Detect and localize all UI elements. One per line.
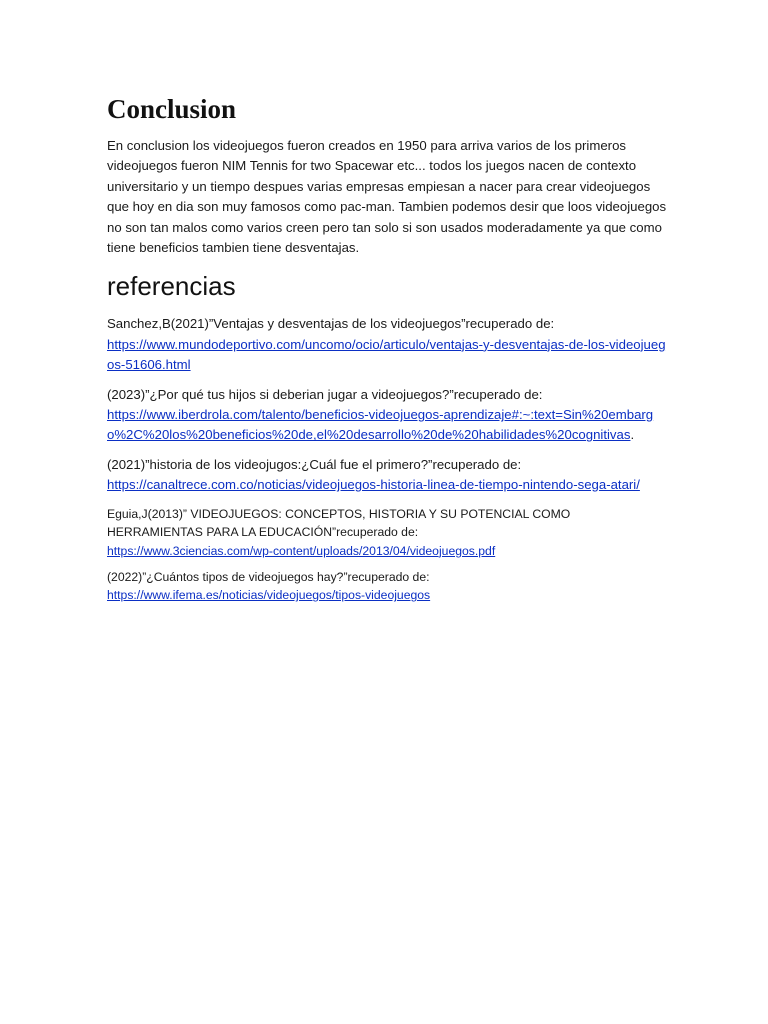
- document-page: [107, 92, 667, 613]
- reference-item-3: [107, 455, 667, 496]
- reference-trailing-period: .: [630, 427, 635, 443]
- reference-item-1: [107, 314, 667, 375]
- reference-text: Eguia,J(2013)” VIDEOJUEGOS: CONCEPTOS, HISTORIA Y SU POTENCIAL COMO HERRAMIENTAS PARA LA EDUCACIÓN”recuperado de:: [107, 506, 571, 540]
- reference-text: Sanchez,B(2021)”Ventajas y desventajas de los videojuegos”recuperado de:: [107, 316, 555, 332]
- reference-text: (2023)”¿Por qué tus hijos si deberian jugar a videojuegos?”recuperado de:: [107, 386, 543, 402]
- reference-link[interactable]: https://www.3ciencias.com/wp-content/uploads/2013/04/videojuegos.pdf: [107, 543, 496, 558]
- reference-text: (2021)”historia de los videojugos:¿Cuál fue el primero?”recuperado de:: [107, 456, 522, 472]
- referencias-heading: referencias: [107, 271, 236, 302]
- reference-item-5: [107, 568, 667, 605]
- reference-link[interactable]: https://www.iberdrola.com/talento/beneficios-videojuegos-aprendizaje#:~:text=Sin%20embargo%2C%20los%20beneficios%20de,el%20desarrollo%20de%20habilidades%20cognitivas: [107, 407, 654, 443]
- reference-item-4: [107, 505, 667, 560]
- reference-link[interactable]: https://www.mundodeportivo.com/uncomo/ocio/articulo/ventajas-y-desventajas-de-los-videojuegos-51606.html: [107, 336, 666, 373]
- reference-link[interactable]: https://www.ifema.es/noticias/videojuegos/tipos-videojuegos: [107, 588, 431, 603]
- reference-item-2: [107, 385, 667, 446]
- conclusion-paragraph: En conclusion los videojuegos fueron creados en 1950 para arriva varios de los primeros videojuegos fueron NIM Tennis for two Spacewar etc... todos los juegos nacen de contexto universitario y un tiempo despues varias empresas empiesan a nacer para crear videojuegos que hoy en dia son muy famosos como pac-man. Tambien podemos desir que loos videojuegos no son tan malos como varios creen pero tan solo si son usados moderadamente ya que como tiene beneficios tambien tiene desventajas.: [107, 138, 667, 256]
- conclusion-heading: Conclusion: [107, 94, 237, 124]
- reference-text: (2022)”¿Cuántos tipos de videojuegos hay?”recuperado de:: [107, 569, 430, 584]
- reference-link[interactable]: https://canaltrece.com.co/noticias/videojuegos-historia-linea-de-tiempo-nintendo-sega-atari/: [107, 477, 640, 493]
